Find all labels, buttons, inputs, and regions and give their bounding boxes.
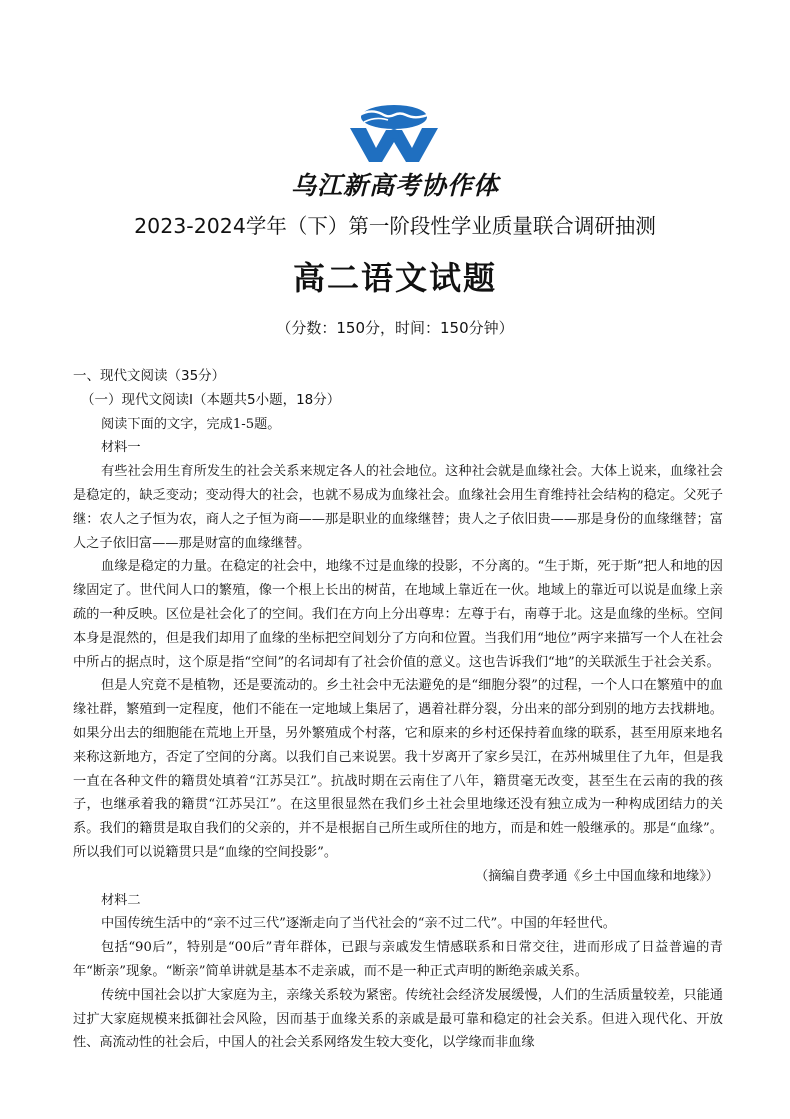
exam-body <box>73 365 723 1055</box>
sub-section-title: （一）现代文阅读Ⅰ（本题共5小题，18分） <box>81 391 341 408</box>
section-title: 一、现代文阅读（35分） <box>73 368 226 384</box>
paragraph: 中国传统生活中的“亲不过三代”逐渐走向了当代社会的“亲不过二代”。中国的年轻世代。 <box>101 916 616 932</box>
material-label: 材料二 <box>101 892 141 908</box>
score-time: （分数：150分，时间：150分钟） <box>276 319 514 337</box>
paragraph: 但是人究竟不是植物，还是要流动的。乡土社会中无法避免的是“细胞分裂”的过程，一个人口在繁殖中的血缘社群，繁殖到一定程度，他们不能在一定地域上集居了，遇着社群分裂，分出来的部分到别的地方去找耕地。如果分出去的细胞能在荒地上开垦，另外繁殖成个村落，它和原来的乡村还保持着血缘的联系，甚至用原来地名来称这新地方，否定了空间的分离。以我们自己来说罢。我十岁离开了家乡吴江，在苏州城里住了九年，但是我一直在各种文件的籍贯处填着“江苏吴江”。抗战时期在云南住了八年，籍贯毫无改变，甚至生在云南的我的孩子，也继承着我的籍贯“江苏吴江”。在这里很显然在我们乡土社会里地缘还没有独立成为一种构成团结力的关系。我们的籍贯是取自我们的父亲的，并不是根据自己所生或所住的地方，而是和姓一般继承的。那是“血缘”。所以我们可以说籍贯只是“血缘的空间投影”。 <box>73 678 723 860</box>
paragraph: 包括“90后”，特别是“00后”青年群体，已跟与亲戚发生情感联系和日常交往，进而形成了日益普遍的青年“断亲”现象。“断亲”简单讲就是基本不走亲戚，而不是一种正式声明的断绝亲戚关系。 <box>73 940 723 979</box>
subject-title: 高二语文试题 <box>292 259 497 297</box>
paragraph: 血缘是稳定的力量。在稳定的社会中，地缘不过是血缘的投影，不分离的。“生于斯，死于斯”把人和地的因缘固定了。世代间人口的繁殖，像一个根上长出的树苗，在地域上靠近在一伙。地域上的靠近可以说是血缘上亲疏的一种反映。区位是社会化了的空间。我们在方向上分出尊卑：左尊于右，南尊于北。这是血缘的坐标。空间本身是混然的，但是我们却用了血缘的坐标把空间划分了方向和位置。当我们用“地位”两字来描写一个人在社会中所占的据点时，这个原是指“空间”的名词却有了社会价值的意义。这也告诉我们“地”的关联派生于社会关系。 <box>73 559 723 670</box>
exam-title: 2023-2024学年（下）第一阶段性学业质量联合调研抽测 <box>134 214 656 238</box>
material-label: 材料一 <box>101 440 141 456</box>
instruction: 阅读下面的文字，完成1-5题。 <box>101 416 281 432</box>
source-citation: （摘编自费孝通《乡土中国血缘和地缘》） <box>475 868 719 884</box>
paragraph: 有些社会用生育所发生的社会关系来规定各人的社会地位。这种社会就是血缘社会。大体上说来，血缘社会是稳定的，缺乏变动；变动得大的社会，也就不易成为血缘社会。血缘社会用生育维持社会结构的稳定。父死子继：农人之子恒为农，商人之子恒为商——那是职业的血缘继替；贵人之子依旧贵——那是身份的血缘继替；富人之子依旧富——那是财富的血缘继替。 <box>73 464 723 551</box>
paragraph: 传统中国社会以扩大家庭为主，亲缘关系较为紧密。传统社会经济发展缓慢，人们的生活质量较差，只能通过扩大家庭规模来抵御社会风险，因而基于血缘关系的亲戚是最可靠和稳定的社会关系。但进入现代化、开放性、高流动性的社会后，中国人的社会关系网络发生较大变化，以学缘而非血缘 <box>73 987 723 1051</box>
organization-name: 乌江新高考协作体 <box>290 171 499 200</box>
wave-w-logo-icon <box>346 104 442 166</box>
